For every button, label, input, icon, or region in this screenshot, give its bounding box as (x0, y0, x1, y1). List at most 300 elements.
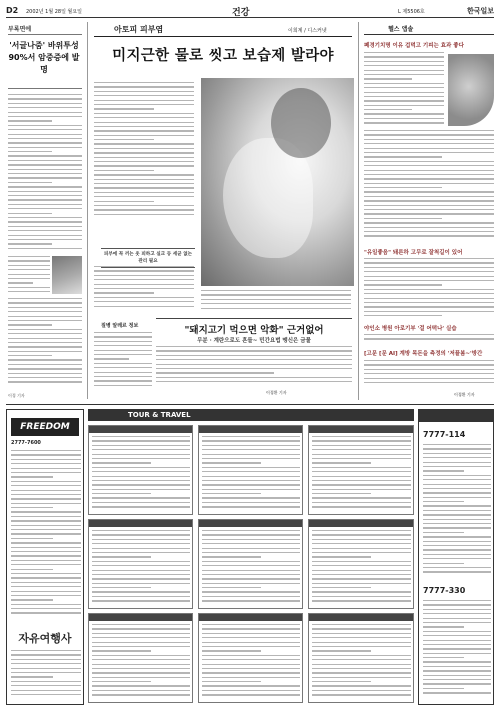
section-title: 건강 (232, 8, 250, 18)
text-line (202, 497, 300, 498)
text-line (94, 214, 194, 215)
text-line (202, 637, 300, 638)
text-line (92, 548, 190, 549)
text-line (423, 448, 491, 449)
text-line (312, 677, 411, 678)
text-line (364, 369, 494, 370)
text-line (312, 548, 411, 549)
text-line (11, 577, 81, 578)
directory-ad-listing (423, 444, 491, 580)
text-line (92, 471, 190, 472)
text-line (92, 506, 190, 507)
text-line (94, 152, 194, 153)
text-line (8, 182, 52, 183)
text-line (92, 484, 190, 485)
text-line (8, 316, 82, 317)
text-line (312, 578, 411, 579)
text-line (94, 157, 194, 158)
text-line (8, 377, 82, 378)
sidebar-subhead: 질병 알레르 정보 (101, 323, 139, 329)
text-line (423, 661, 491, 662)
text-line (156, 359, 352, 360)
text-line (423, 675, 491, 676)
text-line (202, 552, 300, 553)
text-line (11, 595, 81, 596)
text-line (312, 637, 411, 638)
text-line (364, 306, 494, 307)
text-line (312, 556, 371, 557)
right-item-title: 야인소 병원 아로기부 '걸 어떡나' 실습 (364, 326, 457, 332)
text-line (312, 672, 411, 673)
text-line (94, 376, 152, 377)
text-line (364, 284, 442, 285)
directory-ad-listing (423, 600, 491, 700)
text-line (8, 307, 82, 308)
text-line (94, 380, 152, 381)
text-line (312, 530, 411, 531)
text-line (202, 681, 261, 682)
divider (8, 88, 82, 89)
text-line (423, 692, 491, 693)
text-line (11, 599, 53, 600)
text-line (364, 222, 494, 223)
ad-box (308, 425, 414, 515)
text-line (423, 648, 491, 649)
text-line (94, 86, 194, 87)
text-line (94, 161, 194, 162)
text-line (312, 543, 411, 544)
text-line (423, 484, 491, 485)
text-line (92, 493, 151, 494)
text-line (312, 471, 411, 472)
text-line (11, 560, 81, 561)
ad-box (88, 425, 193, 515)
text-line (8, 160, 82, 161)
text-line (364, 378, 494, 379)
text-line (312, 502, 411, 503)
classified-ads (6, 404, 494, 704)
text-line (364, 276, 494, 277)
text-line (312, 596, 411, 597)
left-column-byline: 이경 기자 (8, 393, 25, 398)
text-line (94, 135, 194, 136)
text-line (11, 564, 81, 565)
text-line (94, 104, 194, 105)
text-line (8, 260, 50, 261)
text-line (92, 458, 190, 459)
text-line (11, 604, 81, 605)
text-line (364, 170, 494, 171)
text-line (8, 302, 82, 303)
directory-ad-number: 7777-114 (423, 430, 466, 439)
text-line (92, 539, 190, 540)
text-line (11, 485, 81, 486)
text-line (423, 679, 491, 680)
text-line (202, 445, 300, 446)
text-line (364, 148, 494, 149)
text-line (8, 186, 82, 187)
text-line (8, 364, 82, 365)
text-line (94, 100, 194, 101)
text-line (364, 334, 494, 335)
ad-box (198, 425, 303, 515)
text-line (92, 543, 190, 544)
text-line (364, 196, 494, 197)
text-line (364, 118, 444, 119)
text-line (364, 338, 494, 339)
text-line (312, 694, 411, 695)
text-line (312, 600, 411, 601)
text-line (312, 534, 411, 535)
text-line (364, 52, 444, 53)
left-column-body (8, 298, 82, 390)
text-line (312, 570, 411, 571)
text-line (8, 155, 82, 156)
text-line (423, 571, 491, 572)
page-header (6, 4, 494, 18)
text-line (312, 685, 411, 686)
text-line (312, 539, 411, 540)
text-line (423, 545, 491, 546)
text-line (312, 633, 411, 634)
main-photo (201, 78, 354, 286)
text-line (8, 320, 82, 321)
text-line (92, 436, 190, 437)
text-line (94, 284, 194, 285)
text-line (202, 600, 300, 601)
text-line (156, 355, 352, 356)
text-line (11, 650, 81, 651)
text-line (364, 271, 494, 272)
text-line (202, 624, 300, 625)
text-line (11, 555, 81, 556)
text-line (92, 534, 190, 535)
text-line (423, 670, 491, 671)
text-line (11, 681, 81, 682)
text-line (92, 440, 190, 441)
text-line (202, 506, 300, 507)
travel-ad (6, 409, 84, 705)
pull-quote: 피부에 꼭 끼는 옷 피하고 실크 등 세균 없는 관리 필요 (101, 248, 195, 268)
text-line (312, 462, 371, 463)
text-line (423, 631, 491, 632)
text-line (92, 556, 151, 557)
text-line (364, 122, 444, 123)
text-line (202, 530, 300, 531)
text-line (92, 574, 190, 575)
text-line (312, 690, 411, 691)
text-line (423, 492, 491, 493)
text-line (202, 628, 300, 629)
text-line (364, 156, 442, 157)
text-line (11, 454, 81, 455)
photo-figure (271, 88, 331, 158)
right-item-body (364, 360, 494, 390)
travel-ad-name: 자유여행사 (18, 632, 72, 645)
text-line (92, 633, 190, 634)
text-line (11, 459, 81, 460)
text-line (423, 618, 491, 619)
text-line (364, 56, 444, 57)
text-line (8, 199, 82, 200)
text-line (202, 436, 300, 437)
text-line (8, 265, 50, 266)
text-line (201, 290, 351, 291)
text-line (312, 628, 411, 629)
text-line (202, 642, 300, 643)
text-line (312, 552, 411, 553)
issue-date: 2002년 1월 28일 월요일 (26, 9, 83, 15)
text-line (11, 569, 53, 570)
text-line (202, 583, 300, 584)
text-line (423, 505, 491, 506)
text-line (202, 565, 300, 566)
travel-ad-listing (11, 650, 81, 700)
text-line (92, 565, 190, 566)
text-line (202, 694, 300, 695)
text-line (364, 87, 444, 88)
text-line (312, 642, 411, 643)
text-line (94, 108, 154, 109)
divider (156, 318, 352, 319)
text-line (94, 117, 194, 118)
text-line (312, 561, 411, 562)
text-line (8, 248, 82, 249)
text-line (364, 298, 494, 299)
text-line (423, 563, 464, 564)
text-line (11, 481, 81, 482)
text-line (312, 449, 411, 450)
text-line (423, 462, 491, 463)
text-line (156, 377, 352, 378)
text-line (8, 368, 82, 369)
text-line (312, 493, 371, 494)
text-line (11, 672, 81, 673)
text-line (94, 165, 194, 166)
text-line (202, 561, 300, 562)
text-line (202, 449, 300, 450)
text-line (8, 278, 50, 279)
text-line (92, 480, 190, 481)
text-line (92, 596, 190, 597)
text-line (423, 657, 464, 658)
text-line (11, 472, 81, 473)
text-line (11, 529, 81, 530)
text-line (364, 289, 494, 290)
text-line (8, 291, 50, 292)
text-line (8, 235, 82, 236)
text-line (8, 151, 52, 152)
text-line (8, 329, 82, 330)
right-item-title: "유일좋음" 돼른하 고무로 잘척길이 있어 (364, 250, 463, 256)
text-line (423, 457, 491, 458)
text-line (8, 338, 82, 339)
text-line (202, 677, 300, 678)
text-line (364, 262, 494, 263)
main-headline: 미지근한 물로 씻고 보습제 발라야 (112, 47, 334, 64)
text-line (94, 292, 154, 293)
text-line (8, 125, 82, 126)
text-line (156, 364, 352, 365)
text-line (202, 690, 300, 691)
text-line (202, 493, 261, 494)
text-line (423, 554, 491, 555)
text-line (423, 635, 491, 636)
text-line (94, 91, 194, 92)
left-column-body (8, 256, 50, 296)
text-line (8, 274, 50, 275)
right-item-photo (448, 54, 494, 126)
text-line (364, 373, 494, 374)
text-line (94, 82, 194, 83)
text-line (423, 514, 491, 515)
text-line (94, 354, 152, 355)
text-line (364, 174, 494, 175)
text-line (11, 608, 81, 609)
text-line (8, 359, 82, 360)
text-line (8, 116, 82, 117)
directory-ad (418, 409, 494, 705)
text-line (202, 539, 300, 540)
text-line (364, 280, 494, 281)
text-line (423, 613, 491, 614)
text-line (8, 94, 82, 95)
text-line (364, 78, 412, 79)
text-line (364, 364, 494, 365)
text-line (364, 74, 444, 75)
text-line (423, 622, 491, 623)
text-line (94, 270, 194, 271)
text-line (423, 541, 491, 542)
text-line (92, 664, 190, 665)
text-line (94, 201, 154, 202)
text-line (8, 213, 52, 214)
text-line (8, 217, 82, 218)
text-line (312, 574, 411, 575)
text-line (92, 462, 151, 463)
text-line (364, 96, 444, 97)
text-line (364, 187, 442, 188)
text-line (202, 685, 300, 686)
text-line (423, 600, 491, 601)
text-line (156, 372, 274, 373)
directory-ad-header (419, 410, 493, 422)
text-line (202, 534, 300, 535)
text-line (92, 552, 190, 553)
newspaper-page (6, 4, 494, 704)
text-line (202, 668, 300, 669)
text-line (92, 502, 190, 503)
text-line (312, 668, 411, 669)
text-line (8, 103, 82, 104)
text-line (312, 659, 411, 660)
text-line (94, 143, 194, 144)
text-line (202, 587, 261, 588)
text-line (8, 191, 82, 192)
text-line (8, 230, 82, 231)
travel-ad-listing (11, 450, 81, 620)
text-line (8, 204, 82, 205)
text-line (312, 445, 411, 446)
text-line (94, 279, 194, 280)
text-line (92, 591, 190, 592)
text-line (94, 336, 152, 337)
text-line (364, 105, 444, 106)
text-line (312, 506, 411, 507)
text-line (8, 351, 82, 352)
ad-box (198, 613, 303, 703)
text-line (94, 301, 194, 302)
left-column-body (8, 94, 82, 254)
main-reporter: 이희계 / 디스커넷 (288, 28, 327, 34)
text-line (94, 170, 154, 171)
text-line (202, 556, 261, 557)
text-line (11, 490, 81, 491)
text-line (312, 565, 411, 566)
text-line (92, 655, 190, 656)
text-line (92, 530, 190, 531)
ad-grid (88, 409, 414, 705)
text-line (94, 209, 194, 210)
text-line (202, 646, 300, 647)
text-line (156, 381, 352, 382)
text-line (202, 458, 300, 459)
text-line (8, 256, 50, 257)
text-line (11, 494, 81, 495)
text-line (364, 139, 494, 140)
text-line (202, 489, 300, 490)
text-line (11, 547, 81, 548)
right-item-title: 폐경기치명 이유 겁먹고 기피는 효과 좋다 (364, 43, 464, 49)
text-line (8, 298, 82, 299)
text-line (202, 659, 300, 660)
text-line (202, 548, 300, 549)
text-line (202, 476, 300, 477)
text-line (312, 655, 411, 656)
text-line (92, 467, 190, 468)
text-line (11, 520, 81, 521)
text-line (202, 596, 300, 597)
text-line (364, 227, 494, 228)
text-line (423, 510, 491, 511)
text-line (423, 470, 464, 471)
text-line (8, 107, 82, 108)
text-line (8, 342, 82, 343)
text-line (202, 578, 300, 579)
text-line (92, 445, 190, 446)
text-line (8, 282, 33, 283)
directory-ad-number: 7777-330 (423, 586, 466, 595)
text-line (312, 454, 411, 455)
text-line (202, 502, 300, 503)
text-line (312, 436, 411, 437)
right-item-title: [고문 [문 AI] 계방 목돈을 측정의 '저플봄~'방간 (364, 351, 483, 357)
text-line (201, 308, 351, 309)
text-line (423, 479, 491, 480)
text-line (423, 666, 491, 667)
text-line (201, 303, 351, 304)
text-line (364, 61, 444, 62)
text-line (364, 130, 494, 131)
text-line (423, 453, 491, 454)
text-line (92, 578, 190, 579)
text-line (11, 573, 81, 574)
main-lead-text (94, 82, 194, 222)
text-line (8, 129, 82, 130)
text-line (423, 604, 491, 605)
text-line (423, 475, 491, 476)
text-line (8, 243, 52, 244)
